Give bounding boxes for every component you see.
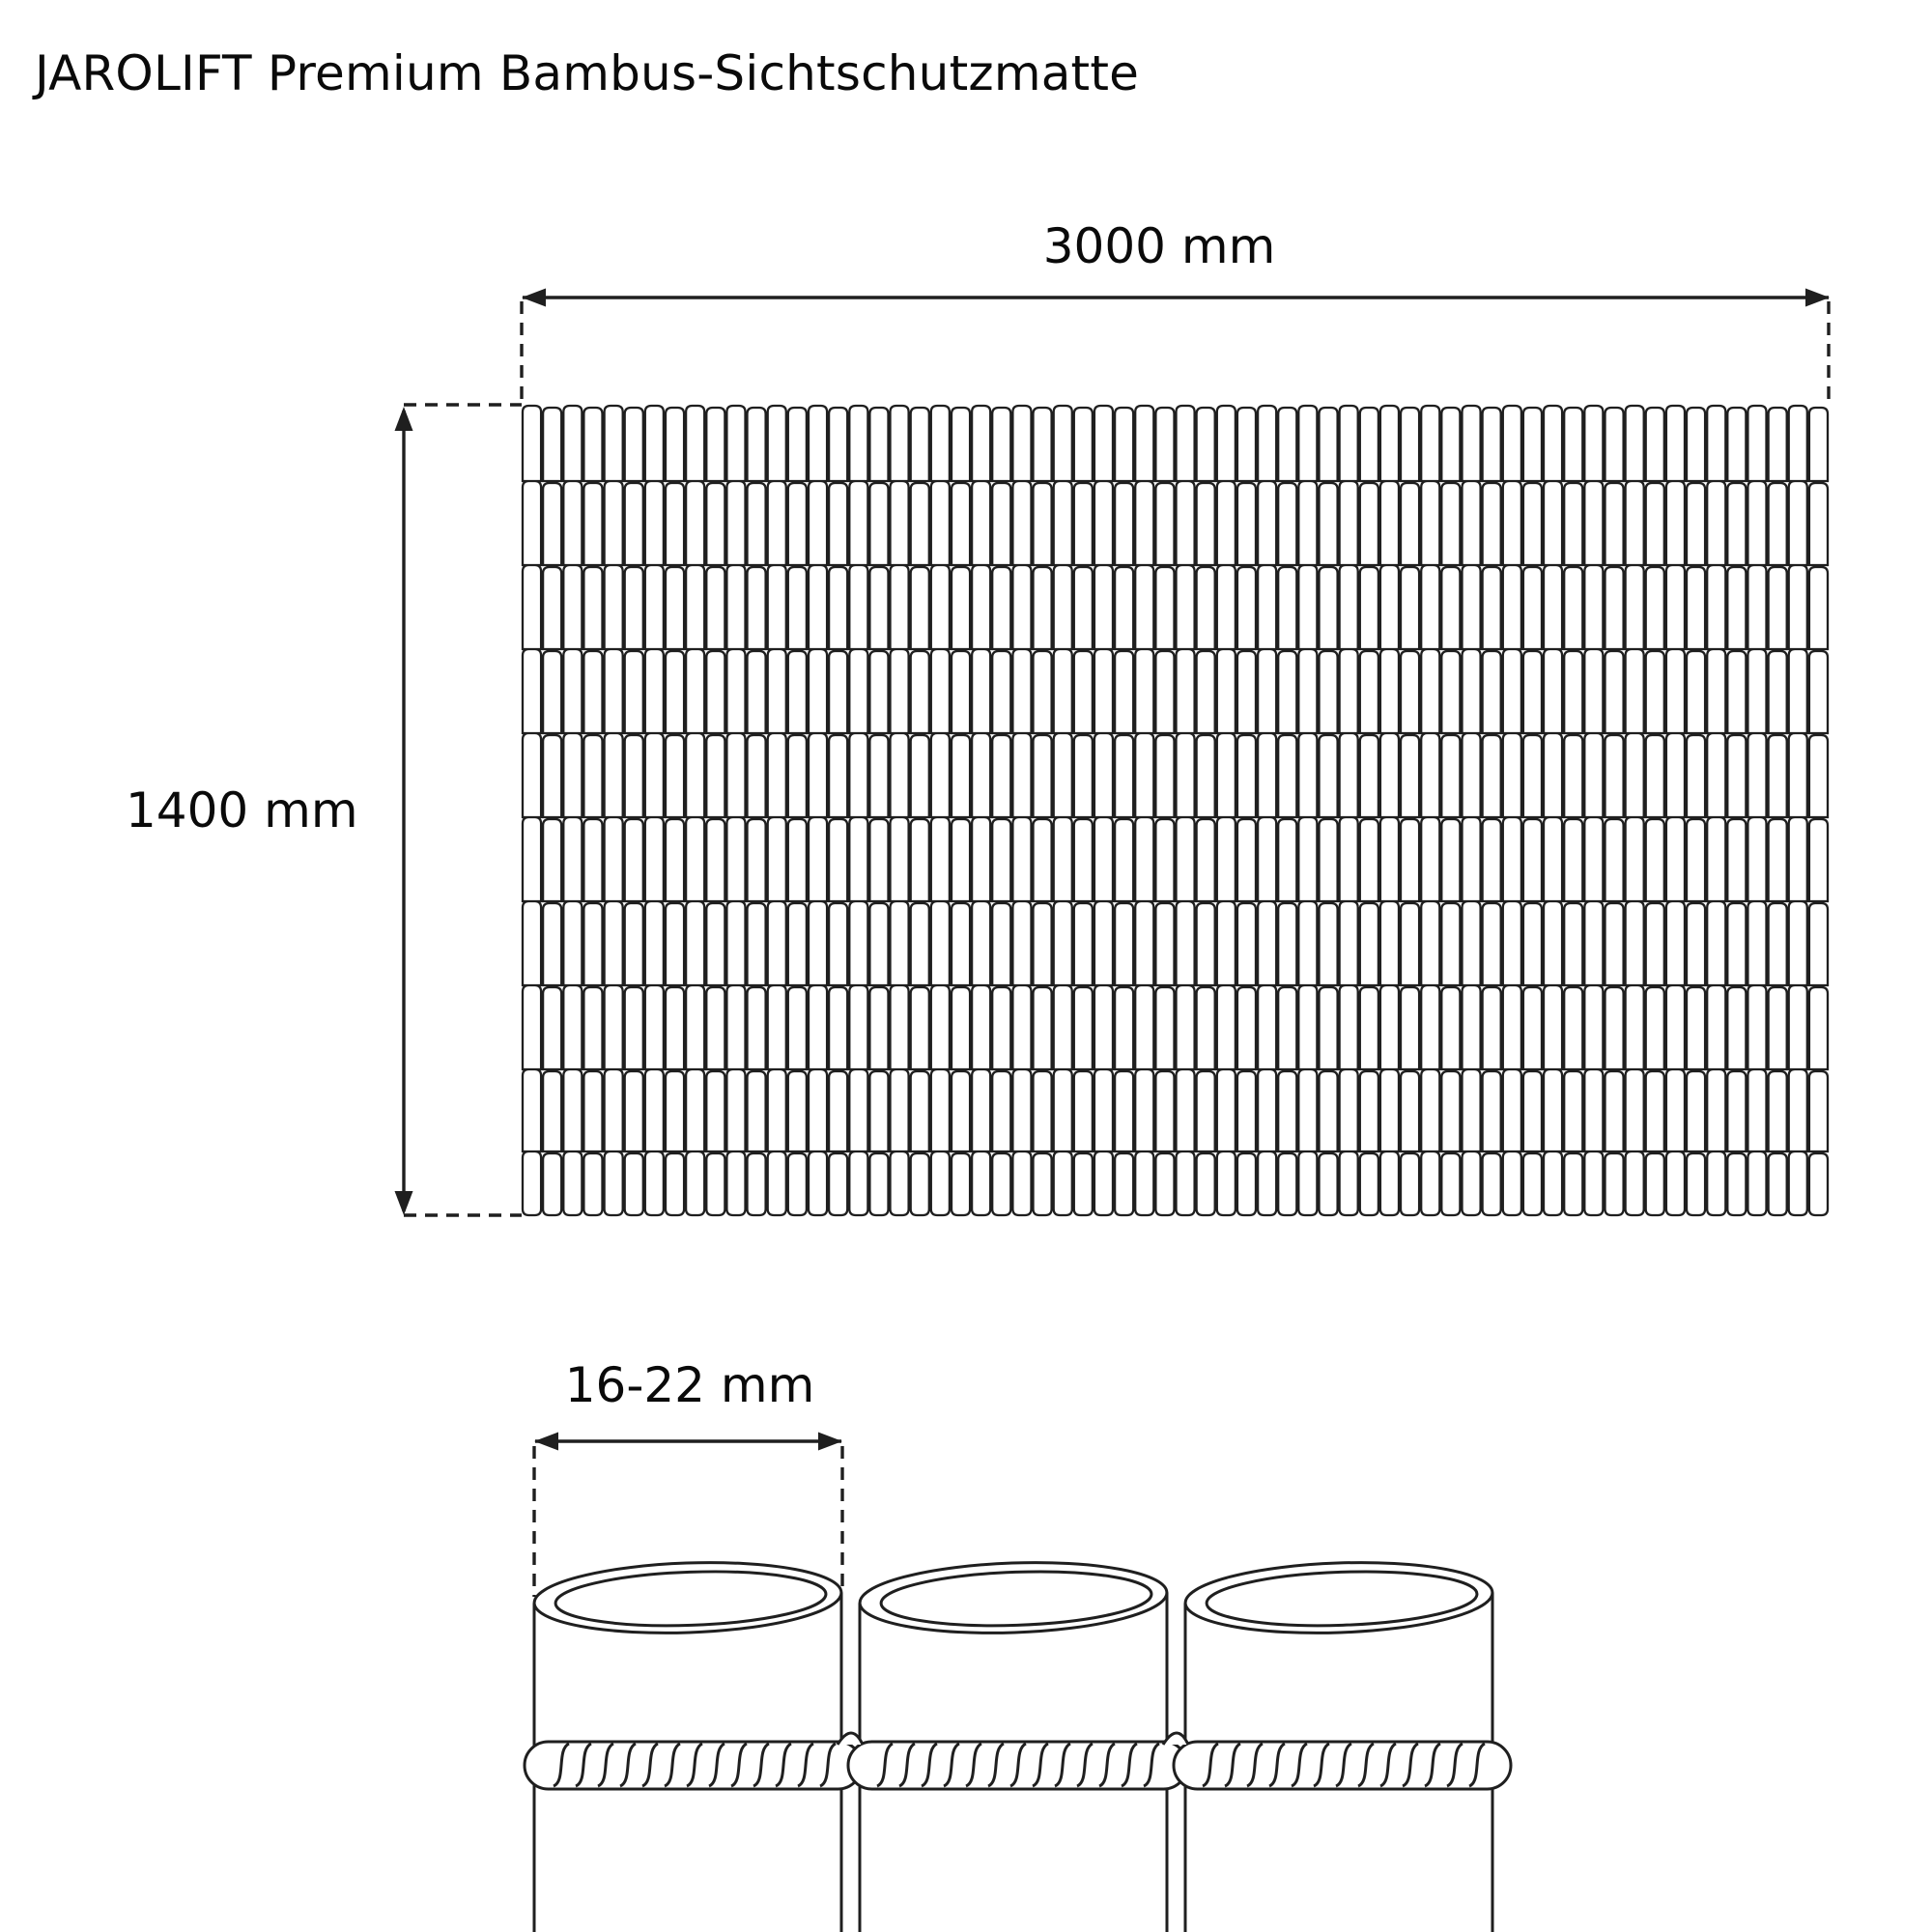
diameter-dim-arrowhead-right-icon [818, 1433, 842, 1451]
width-dim-arrowhead-right-icon [1805, 289, 1830, 307]
mat-width-label: 3000 mm [1042, 218, 1276, 274]
page-title: JAROLIFT Premium Bambus-Sichtschutzmatte [35, 45, 1140, 101]
cane-detail-drawing [525, 1557, 1511, 1932]
mat-drawing [523, 406, 1828, 1215]
mat-segments [523, 406, 1828, 1215]
height-dim-arrowhead-top-icon [395, 407, 413, 431]
width-dimension [522, 289, 1830, 407]
width-dim-arrowhead-left-icon [522, 289, 546, 307]
mat-height-label: 1400 mm [126, 782, 358, 838]
diameter-dim-arrowhead-left-icon [534, 1433, 558, 1451]
cane-diameter-label: 16-22 mm [564, 1357, 815, 1413]
height-dim-arrowhead-bottom-icon [395, 1191, 413, 1215]
height-dimension [395, 405, 523, 1215]
